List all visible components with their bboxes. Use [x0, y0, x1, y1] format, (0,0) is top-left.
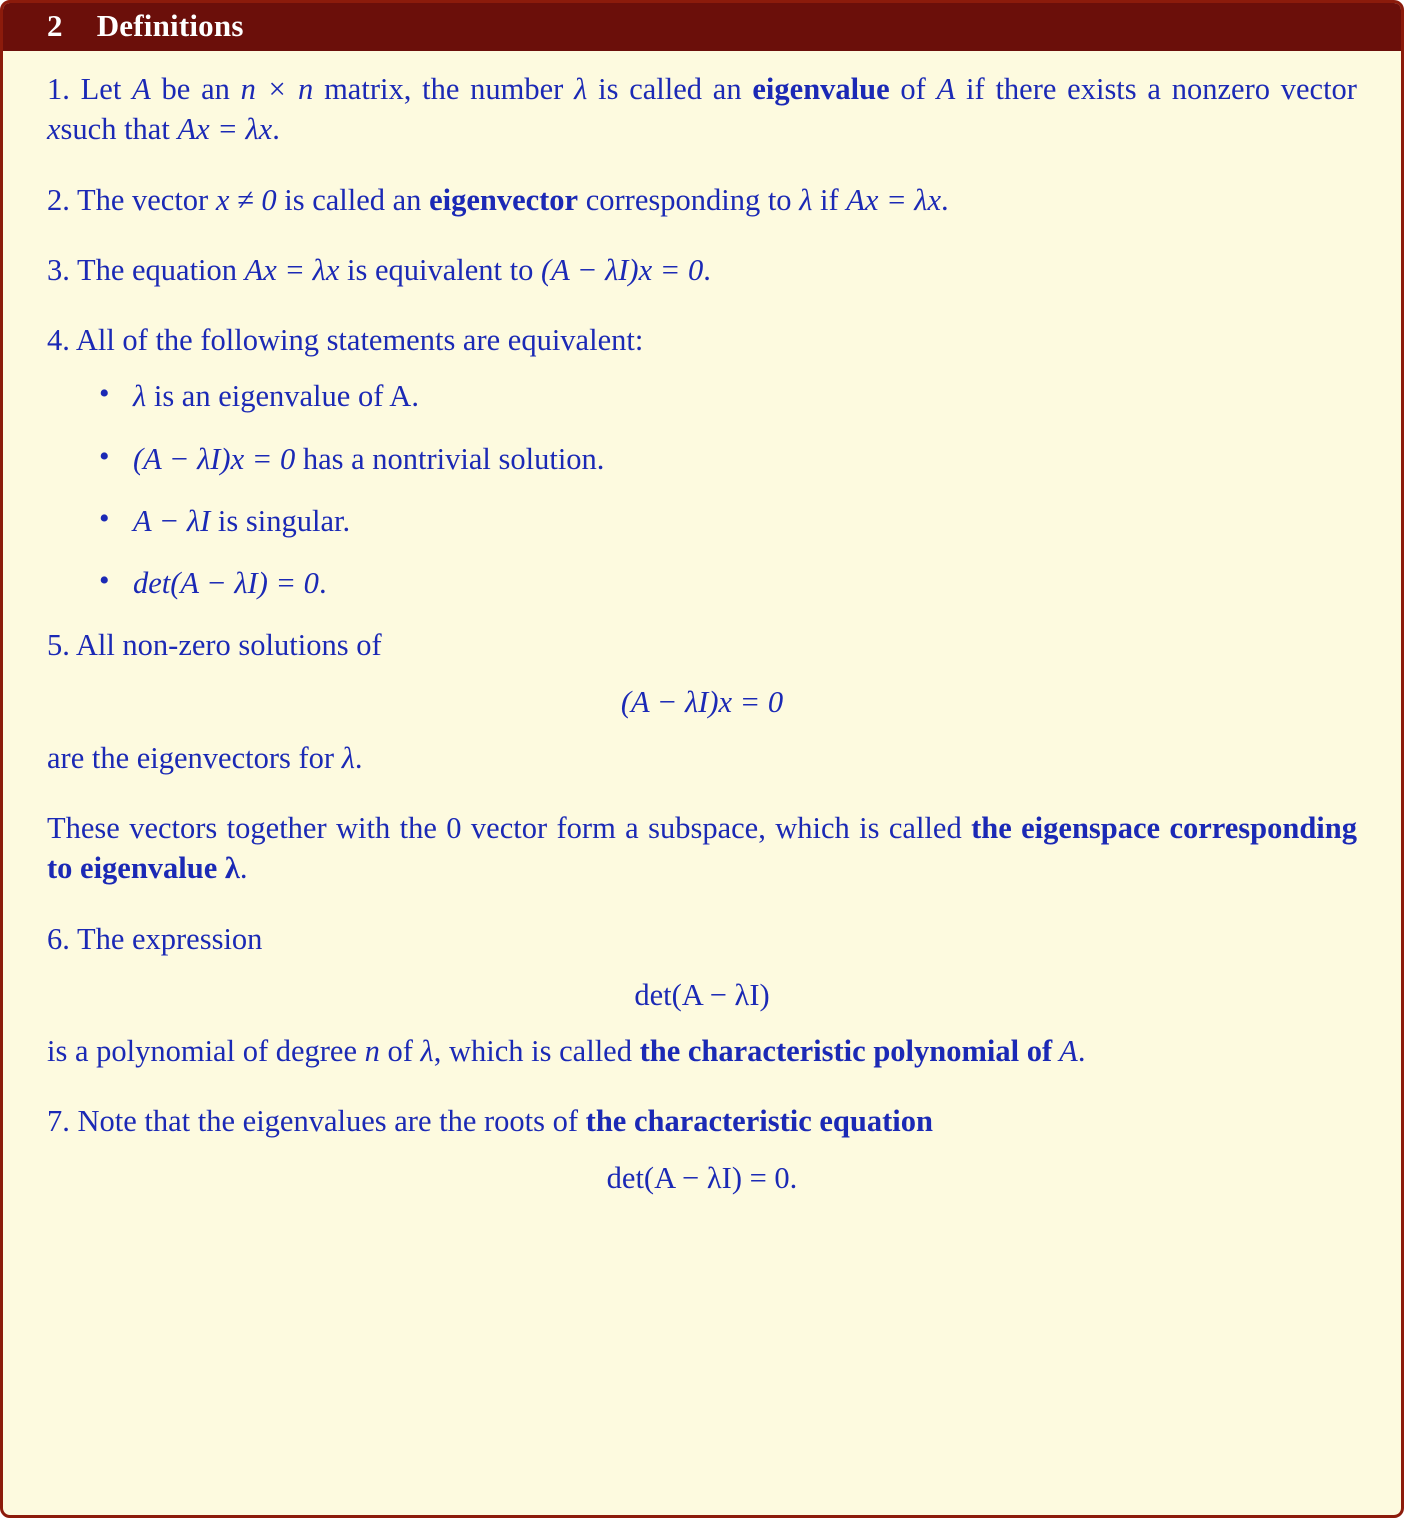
list-item — [99, 439, 1357, 479]
item1-matrix-A2: A — [936, 72, 956, 107]
item3-text-b: is equivalent to — [339, 252, 541, 287]
item5-lambda: λ — [341, 740, 355, 775]
item6-text-d: , which is called — [433, 1034, 640, 1069]
item2-lambda: λ — [799, 182, 813, 217]
item6-determinant: det(A − λI) — [634, 977, 770, 1012]
item1-dimension: n × n — [240, 72, 314, 107]
item1-text-b: be an — [150, 72, 241, 107]
item4-text: 4. All of the following statements are equivalent: — [47, 323, 644, 358]
item6-matrix-A: A — [1052, 1034, 1078, 1069]
section-header — [3, 3, 1401, 51]
definition-item-6 — [47, 919, 1357, 959]
item6-lambda: λ — [420, 1034, 434, 1069]
bullet-2-text: has a nontrivial solution. — [295, 441, 605, 476]
definition-item-1 — [47, 69, 1357, 150]
item2-text-e: . — [941, 182, 949, 217]
list-item — [99, 563, 1357, 603]
item6-display-equation — [47, 975, 1357, 1015]
item3-equation-2: (A − λI)x = 0 — [541, 252, 704, 287]
item6-continuation — [47, 1031, 1357, 1071]
item7-text-a: 7. Note that the eigenvalues are the roots of — [47, 1104, 586, 1139]
item7-term-characteristic-equation: the characteristic equation — [585, 1104, 933, 1139]
bullet-4-text: . — [318, 566, 327, 601]
item6-text-c: of — [379, 1034, 421, 1069]
list-item — [99, 376, 1357, 416]
definition-item-2 — [47, 180, 1357, 220]
item3-text-c: . — [703, 252, 711, 287]
item7-display-equation — [47, 1158, 1357, 1198]
item5-text-b: are the eigenvectors for — [47, 740, 342, 775]
item1-text-h: . — [272, 112, 280, 147]
section-number: 2 — [47, 8, 63, 43]
eigenspace-note — [47, 808, 1357, 889]
item6-text-a: 6. The expression — [47, 921, 263, 956]
item1-text-d: is called an — [587, 72, 753, 107]
eigenspace-term: the eigenspace corresponding to eigenvalue λ — [47, 811, 1357, 886]
item1-text-e: of — [889, 72, 937, 107]
definition-item-3 — [47, 250, 1357, 290]
item1-text-f: if there exists a nonzero vector — [955, 72, 1357, 107]
section-title: Definitions — [96, 8, 244, 43]
item1-term-eigenvalue: eigenvalue — [752, 72, 890, 107]
item3-equation-1: Ax = λx — [244, 252, 340, 287]
bullet-1-math: λ — [133, 379, 147, 414]
item6-text-e: . — [1077, 1034, 1086, 1069]
item2-term-eigenvector: eigenvector — [429, 182, 579, 217]
item1-text-a: 1. Let — [47, 72, 133, 107]
eigenspace-text-b: . — [239, 851, 248, 886]
item5-text-a: 5. All non-zero solutions of — [47, 628, 382, 663]
item6-degree-n: n — [364, 1034, 380, 1069]
item1-vector-x: x — [47, 112, 61, 147]
bullet-3-text: is singular. — [210, 503, 351, 538]
definition-item-5 — [47, 625, 1357, 665]
item1-matrix-A: A — [132, 72, 151, 107]
item4-bullet-list — [47, 376, 1357, 603]
item5-display-equation: (A − λI)x = 0 — [620, 684, 784, 719]
item6-text-b: is a polynomial of degree — [47, 1034, 365, 1069]
item2-text-c: corresponding to — [578, 182, 800, 217]
item6-term-characteristic-polynomial: the characteristic polynomial of — [639, 1034, 1053, 1069]
item1-lambda: λ — [574, 72, 588, 107]
definition-item-4 — [47, 320, 1357, 360]
bullet-3-math: A − λI — [133, 503, 211, 538]
item2-equation: Ax = λx — [846, 182, 942, 217]
item2-text-b: is called an — [276, 182, 430, 217]
bullet-1-text: is an eigenvalue of A. — [146, 379, 419, 414]
item5-text-c: . — [354, 740, 363, 775]
item5-continuation — [47, 738, 1357, 778]
bullet-2-math: (A − λI)x = 0 — [133, 441, 296, 476]
item1-text-g: such that — [60, 112, 178, 147]
item2-text-d: if — [812, 182, 847, 217]
bullet-4-math: det(A − λI) = 0 — [133, 566, 319, 601]
definitions-content — [3, 51, 1401, 1198]
item2-vector-condition: x ≠ 0 — [215, 182, 277, 217]
definition-item-7 — [47, 1101, 1357, 1141]
item1-equation: Ax = λx — [177, 112, 273, 147]
item3-text-a: 3. The equation — [47, 252, 245, 287]
list-item — [99, 501, 1357, 541]
eigenspace-text-a: These vectors together with the 0 vector form a subspace, which is called — [47, 811, 972, 846]
item2-text-a: 2. The vector — [47, 182, 216, 217]
item7-characteristic-equation: det(A − λI) = 0. — [606, 1160, 798, 1195]
item1-text-c: matrix, the number — [313, 72, 575, 107]
